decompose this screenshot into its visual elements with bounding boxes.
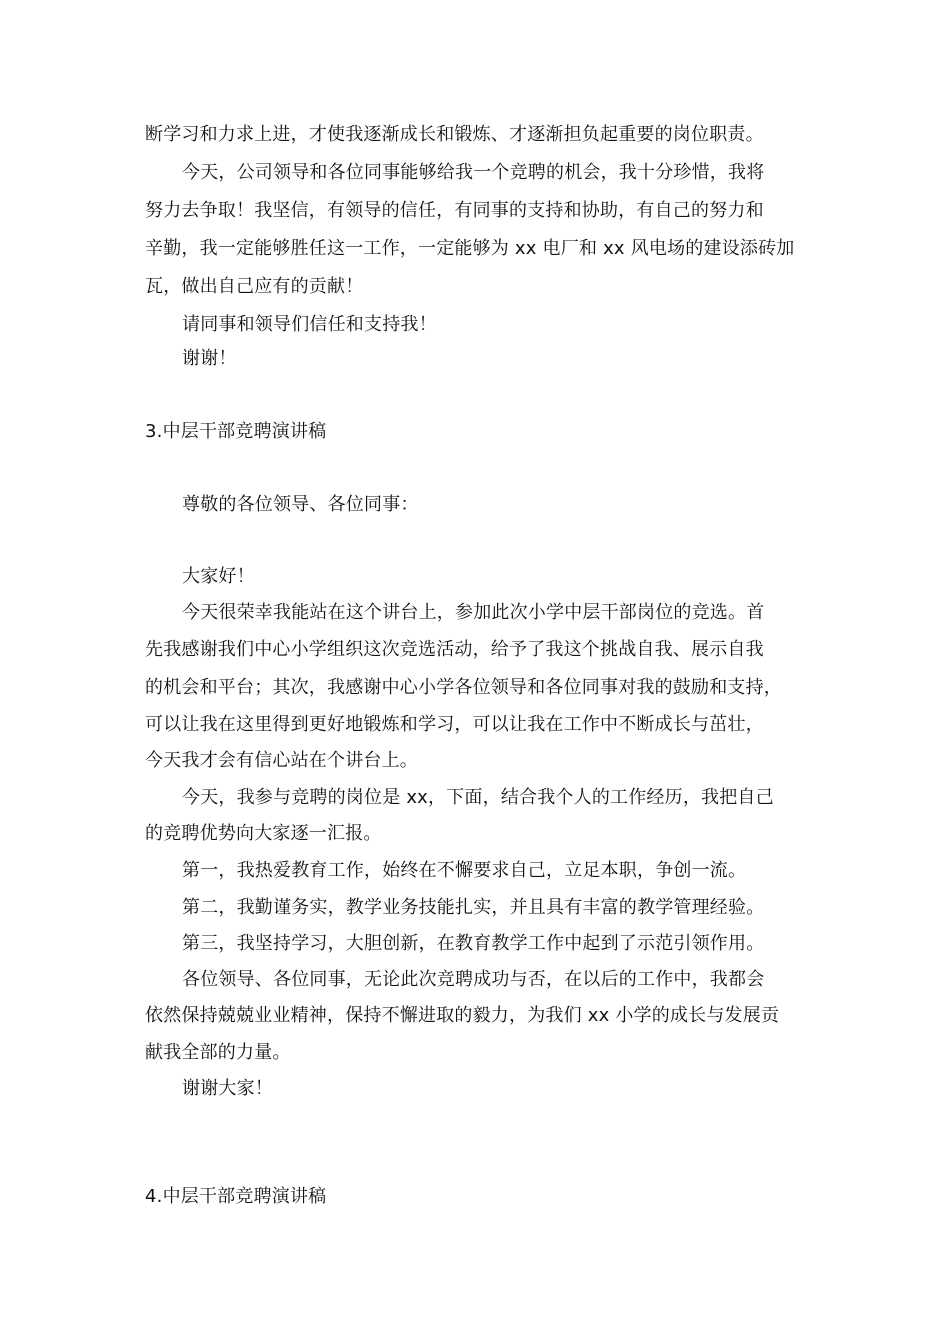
paragraph-line: 各位领导、各位同事，无论此次竞聘成功与否，在以后的工作中，我都会 bbox=[182, 969, 765, 990]
paragraph-line: 的机会和平台；其次，我感谢中心小学各位领导和各位同事对我的鼓励和支持， bbox=[145, 677, 782, 698]
paragraph-line: 的竞聘优势向大家逐一汇报。 bbox=[145, 823, 382, 844]
paragraph-line: 依然保持兢兢业业精神，保持不懈进取的毅力，为我们 xx 小学的成长与发展贡 bbox=[145, 1005, 780, 1026]
paragraph-line: 先我感谢我们中心小学组织这次竞选活动，给予了我这个挑战自我、展示自我 bbox=[145, 639, 764, 660]
salutation: 尊敬的各位领导、各位同事： bbox=[182, 494, 419, 515]
paragraph-line: 断学习和力求上进，才使我逐渐成长和锻炼、才逐渐担负起重要的岗位职责。 bbox=[145, 124, 764, 145]
paragraph-line: 第三，我坚持学习，大胆创新，在教育教学工作中起到了示范引领作用。 bbox=[182, 933, 765, 954]
paragraph-line: 今天我才会有信心站在个讲台上。 bbox=[145, 750, 418, 771]
paragraph-line: 第二，我勤谨务实，教学业务技能扎实，并且具有丰富的教学管理经验。 bbox=[182, 897, 765, 918]
section-heading: 4.中层干部竞聘演讲稿 bbox=[145, 1186, 327, 1207]
greeting: 大家好！ bbox=[182, 566, 255, 587]
paragraph-line: 今天很荣幸我能站在这个讲台上，参加此次小学中层干部岗位的竞选。首 bbox=[182, 602, 765, 623]
paragraph-line: 请同事和领导们信任和支持我！ bbox=[182, 314, 437, 335]
paragraph-line: 可以让我在这里得到更好地锻炼和学习，可以让我在工作中不断成长与茁壮， bbox=[145, 714, 764, 735]
section-heading: 3.中层干部竞聘演讲稿 bbox=[145, 421, 327, 442]
paragraph-line: 辛勤，我一定能够胜任这一工作，一定能够为 xx 电厂和 xx 风电场的建设添砖加 bbox=[145, 238, 795, 259]
closing: 谢谢大家！ bbox=[182, 1078, 273, 1099]
paragraph-line: 今天，我参与竞聘的岗位是 xx，下面，结合我个人的工作经历，我把自己 bbox=[182, 787, 774, 808]
paragraph-line: 第一，我热爱教育工作，始终在不懈要求自己，立足本职，争创一流。 bbox=[182, 860, 747, 881]
paragraph-line: 瓦，做出自己应有的贡献！ bbox=[145, 276, 364, 297]
paragraph-line: 谢谢！ bbox=[182, 348, 237, 369]
paragraph-line: 今天，公司领导和各位同事能够给我一个竞聘的机会，我十分珍惜，我将 bbox=[182, 162, 765, 183]
paragraph-line: 努力去争取！我坚信，有领导的信任，有同事的支持和协助，有自己的努力和 bbox=[145, 200, 764, 221]
paragraph-line: 献我全部的力量。 bbox=[145, 1042, 291, 1063]
